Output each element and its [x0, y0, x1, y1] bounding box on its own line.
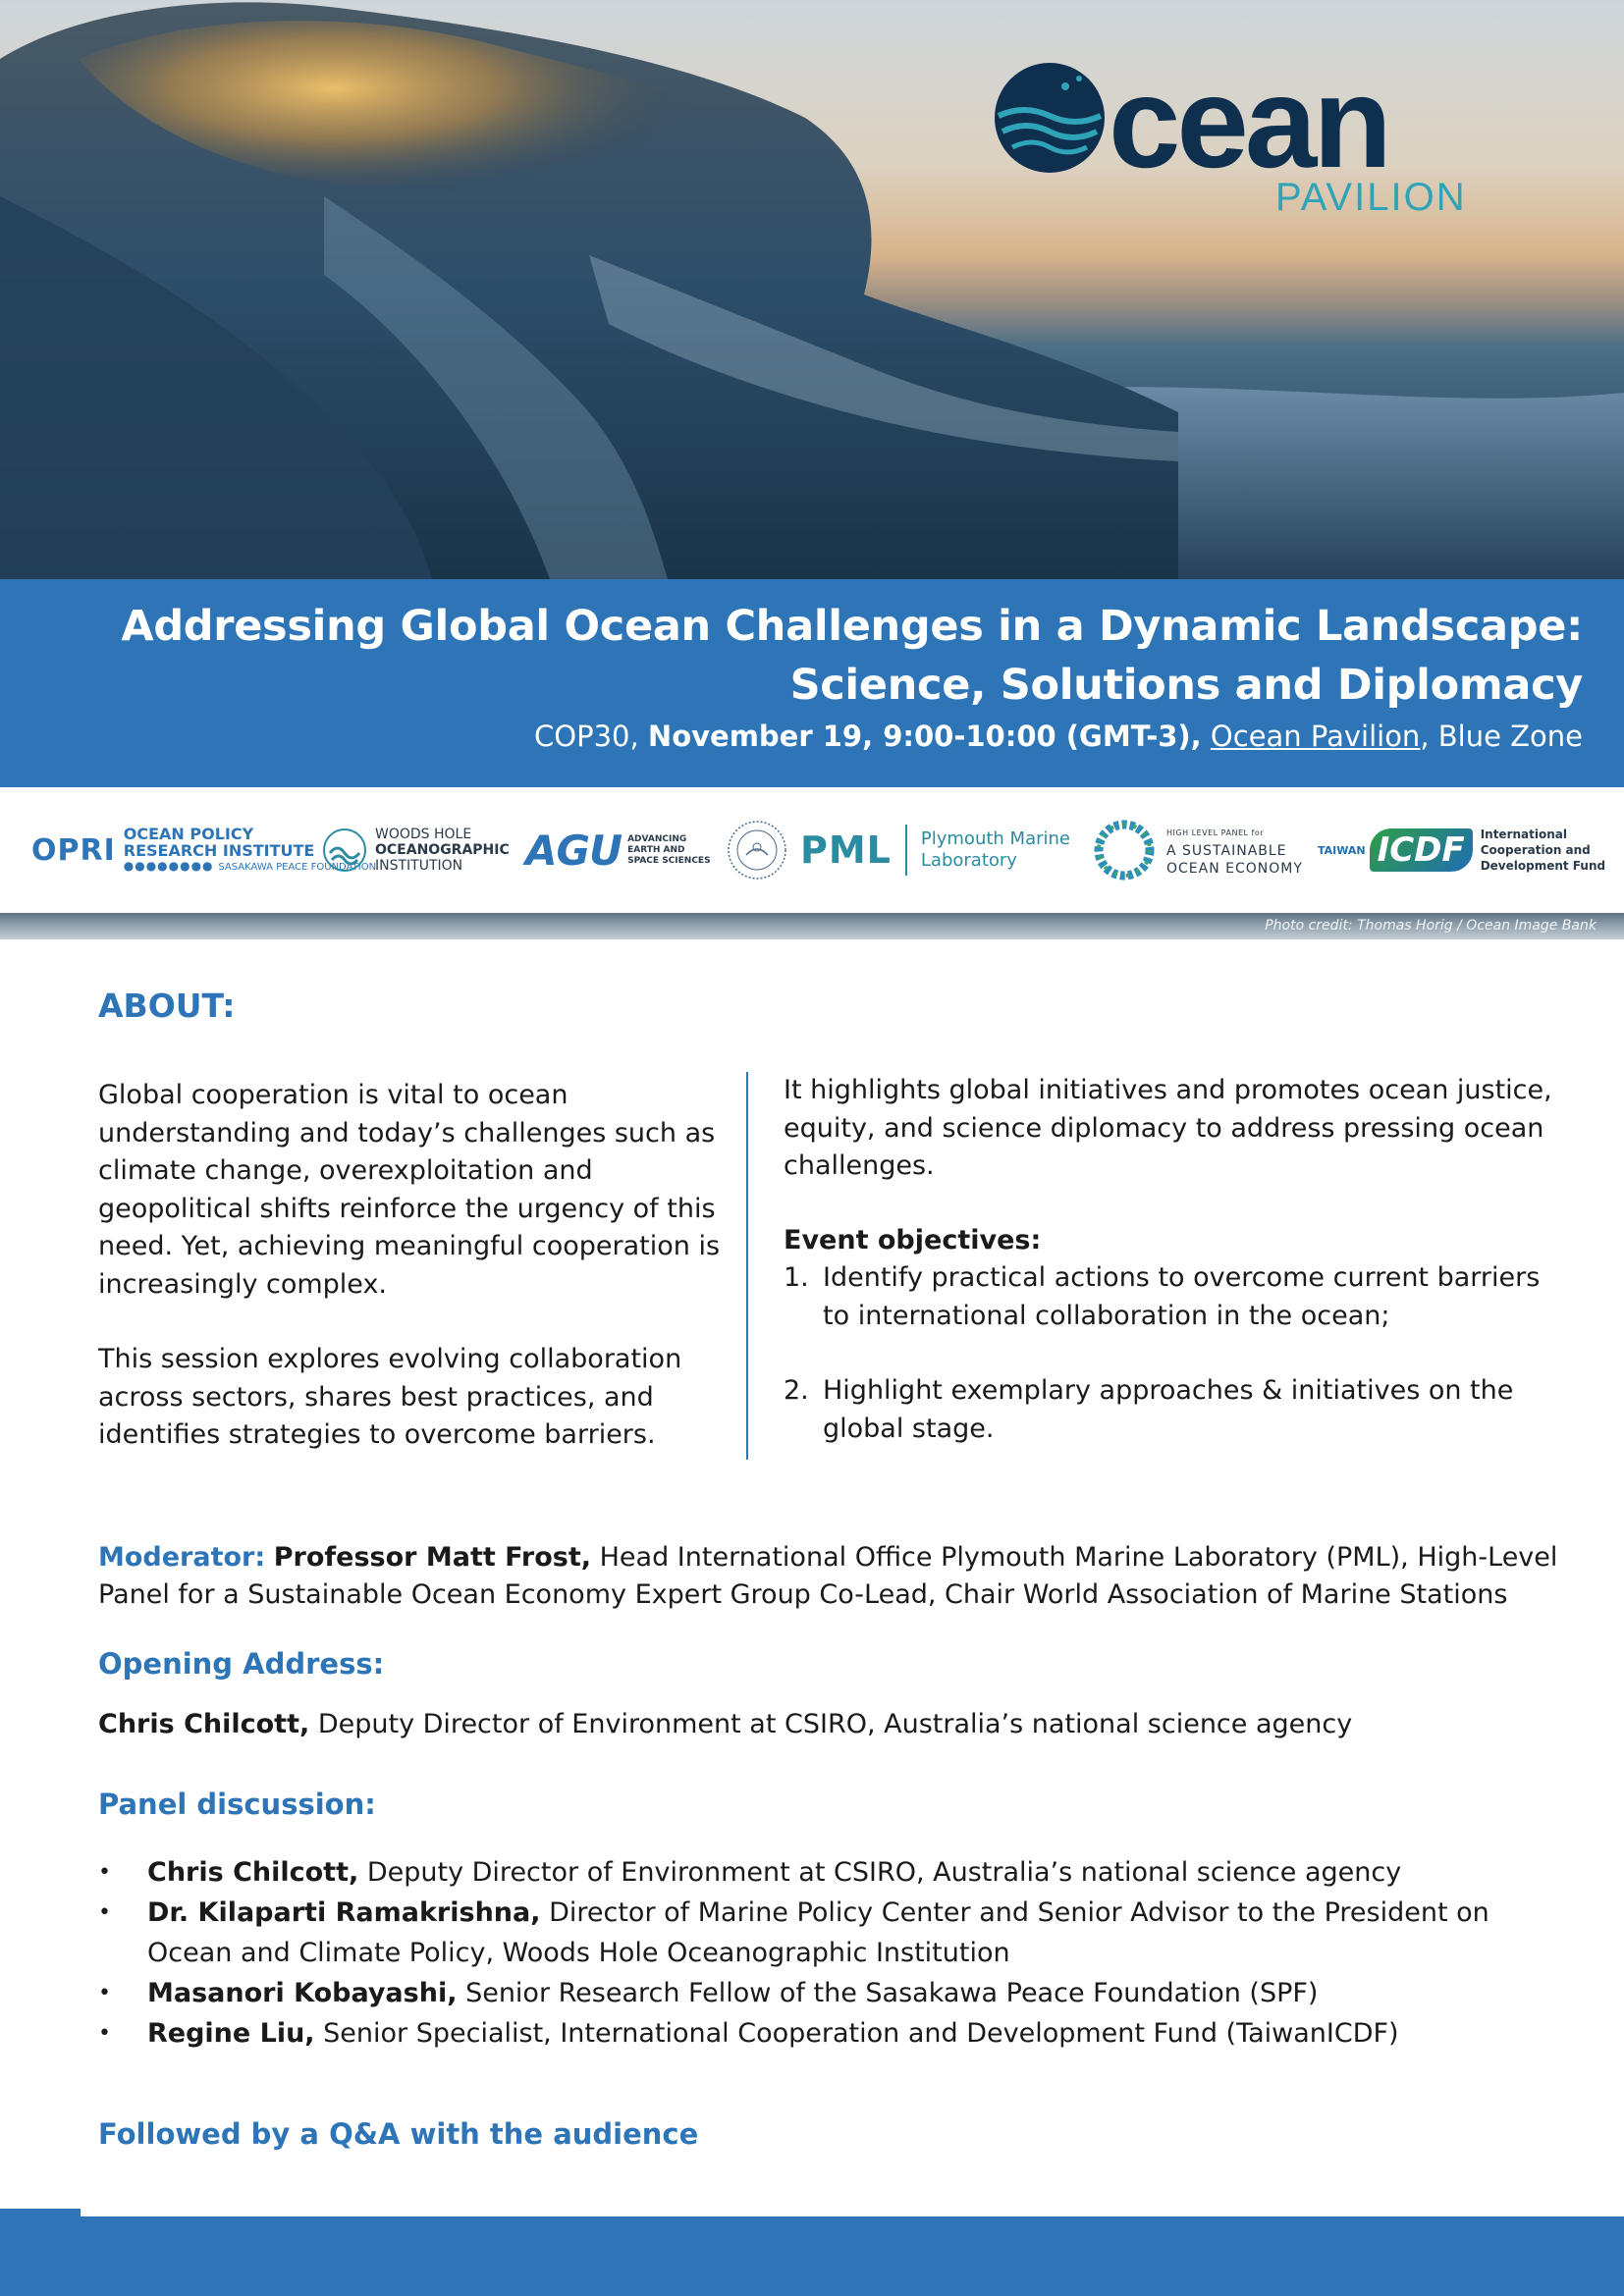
- whoi-wave-icon: [322, 828, 367, 873]
- bullet: •: [98, 1860, 111, 1885]
- qa-note: Followed by a Q&A with the audience: [98, 2117, 699, 2151]
- opri-line1: OCEAN POLICY: [123, 825, 254, 843]
- panel-member-name: Dr. Kilaparti Ramakrishna,: [147, 1897, 541, 1928]
- pml-divider: [905, 825, 907, 876]
- objective-item: [784, 1259, 1569, 1335]
- hlp-logo: [1092, 811, 1303, 889]
- icdf-prefix: TAIWAN: [1318, 843, 1366, 857]
- agu-mark: AGU: [525, 826, 623, 875]
- water-strip: [0, 913, 1624, 939]
- agu-line1: ADVANCING: [627, 833, 687, 844]
- venue-link[interactable]: Ocean Pavilion: [1210, 720, 1421, 753]
- opri-mark: OPRI: [31, 832, 116, 868]
- panel-member: [98, 2013, 1571, 2054]
- photo-credit: Photo credit: Thomas Horig / Ocean Image Bank: [1265, 918, 1597, 934]
- icdf-line2: Development Fund: [1480, 859, 1606, 873]
- about-heading: ABOUT:: [98, 987, 236, 1025]
- hlp-line2: A SUSTAINABLE: [1166, 843, 1287, 859]
- panel-member-name: Chris Chilcott,: [147, 1857, 359, 1888]
- panel-heading: Panel discussion:: [98, 1788, 376, 1821]
- panel-list: [98, 1852, 1571, 2054]
- icdf-logo: [1318, 811, 1624, 889]
- objectives-title: Event objectives:: [784, 1224, 1042, 1255]
- panel-member-name: Regine Liu,: [147, 2018, 315, 2049]
- whoi-logo: [322, 811, 510, 889]
- bullet: •: [98, 1981, 111, 2005]
- panel-member-role: Senior Specialist, International Cooperation and Development Fund (TaiwanICDF): [323, 2018, 1399, 2049]
- moderator-role: Head International Office Plymouth Marine Laboratory (PML), High-Level Panel for a Sustainable Ocean Economy Expert Group Co-Lead, Chair World Association of Marine Stations: [98, 1542, 1558, 1610]
- footer-band: [0, 2216, 1624, 2296]
- opening-name: Chris Chilcott,: [98, 1709, 310, 1739]
- pml-logo: [800, 811, 1070, 889]
- opening-section: [98, 1706, 1571, 1743]
- about-paragraph-1: Global cooperation is vital to ocean understanding and today’s challenges such as climate change, overexploitation and geopolitical shifts reinforce the urgency of this need. Yet, achieving meaningful cooperation is increasingly complex.: [98, 1080, 721, 1300]
- event-zone: , Blue Zone: [1420, 720, 1583, 753]
- about-paragraph-2: This session explores evolving collaboration across sectors, shares best practices, and identifies strategies to overcome barriers.: [98, 1344, 682, 1450]
- panel-member: [98, 1893, 1571, 1973]
- opri-line3: SASAKAWA PEACE FOUNDATION: [218, 862, 377, 873]
- event-meta: [0, 715, 1583, 758]
- moderator-section: [98, 1539, 1571, 1614]
- column-divider: [746, 1072, 748, 1460]
- pml-line2: Laboratory: [920, 850, 1017, 871]
- panel-member-role: Senior Research Fellow of the Sasakawa Peace Foundation (SPF): [465, 1978, 1319, 2008]
- logo-word: cean: [1109, 57, 1388, 194]
- event-name: COP30,: [534, 720, 639, 753]
- hlp-line1: HIGH LEVEL PANEL for: [1166, 828, 1264, 837]
- hlp-line3: OCEAN ECONOMY: [1166, 861, 1303, 877]
- event-title-line1: Addressing Global Ocean Challenges in a Dynamic Landscape:: [121, 602, 1583, 651]
- about-left-column: [98, 1077, 727, 1455]
- about-right-column: [784, 1072, 1569, 1448]
- moderator-label: Moderator:: [98, 1542, 266, 1573]
- partner-logos: [0, 787, 1624, 913]
- moderator-name: Professor Matt Frost,: [273, 1542, 592, 1573]
- objective-number: 2.: [784, 1375, 809, 1406]
- agu-logo: [525, 811, 711, 889]
- hero-wave-photo: [0, 0, 1624, 579]
- event-date-time: November 19, 9:00-10:00 (GMT-3),: [647, 720, 1202, 753]
- panel-member-name: Masanori Kobayashi,: [147, 1978, 458, 2008]
- bullet: •: [98, 2021, 111, 2046]
- logo-subtitle: PAVILION: [1275, 176, 1467, 214]
- objective-text: Identify practical actions to overcome current barriers to international collaboration in the ocean;: [823, 1262, 1541, 1331]
- about-paragraph-3: It highlights global initiatives and promotes ocean justice, equity, and science diplomacy to address pressing ocean challenges.: [784, 1075, 1552, 1181]
- whoi-line1: WOODS HOLE: [375, 827, 472, 842]
- event-title-line2: Science, Solutions and Diplomacy: [789, 661, 1583, 710]
- opri-line2: RESEARCH INSTITUTE: [123, 841, 315, 860]
- icdf-mark: ICDF: [1370, 828, 1473, 872]
- panel-member-role: Deputy Director of Environment at CSIRO, Australia’s national science agency: [366, 1857, 1402, 1888]
- opening-role: Deputy Director of Environment at CSIRO, Australia’s national science agency: [317, 1709, 1353, 1739]
- seal-icon: [727, 820, 787, 881]
- hlp-ring-icon: [1092, 818, 1157, 882]
- panel-member-role: Director of Marine Policy Center and Senior Advisor to the President on Ocean and Climate Policy, Woods Hole Oceanographic Institution: [147, 1897, 1489, 1968]
- bullet: •: [98, 1900, 111, 1925]
- agu-line3: SPACE SCIENCES: [627, 855, 711, 866]
- panel-member: [98, 1852, 1571, 1893]
- objective-item: [784, 1372, 1569, 1448]
- pml-mark: PML: [800, 828, 892, 872]
- panel-member: [98, 1973, 1571, 2013]
- objective-text: Highlight exemplary approaches & initiatives on the global stage.: [823, 1375, 1514, 1444]
- objectives-list: [784, 1259, 1569, 1448]
- pml-line1: Plymouth Marine: [920, 828, 1070, 849]
- whoi-line2: OCEANOGRAPHIC: [375, 842, 510, 858]
- agu-line2: EARTH AND: [627, 844, 685, 855]
- opening-heading: Opening Address:: [98, 1647, 385, 1681]
- title-band: [0, 579, 1624, 787]
- opri-dots: ●●●●●●●●: [123, 859, 219, 873]
- ocean-pavilion-logo: [981, 57, 1531, 214]
- icdf-line1: International Cooperation and: [1480, 828, 1591, 857]
- seal-logo: [727, 811, 787, 889]
- whoi-line3: INSTITUTION: [375, 858, 463, 874]
- objective-number: 1.: [784, 1262, 809, 1293]
